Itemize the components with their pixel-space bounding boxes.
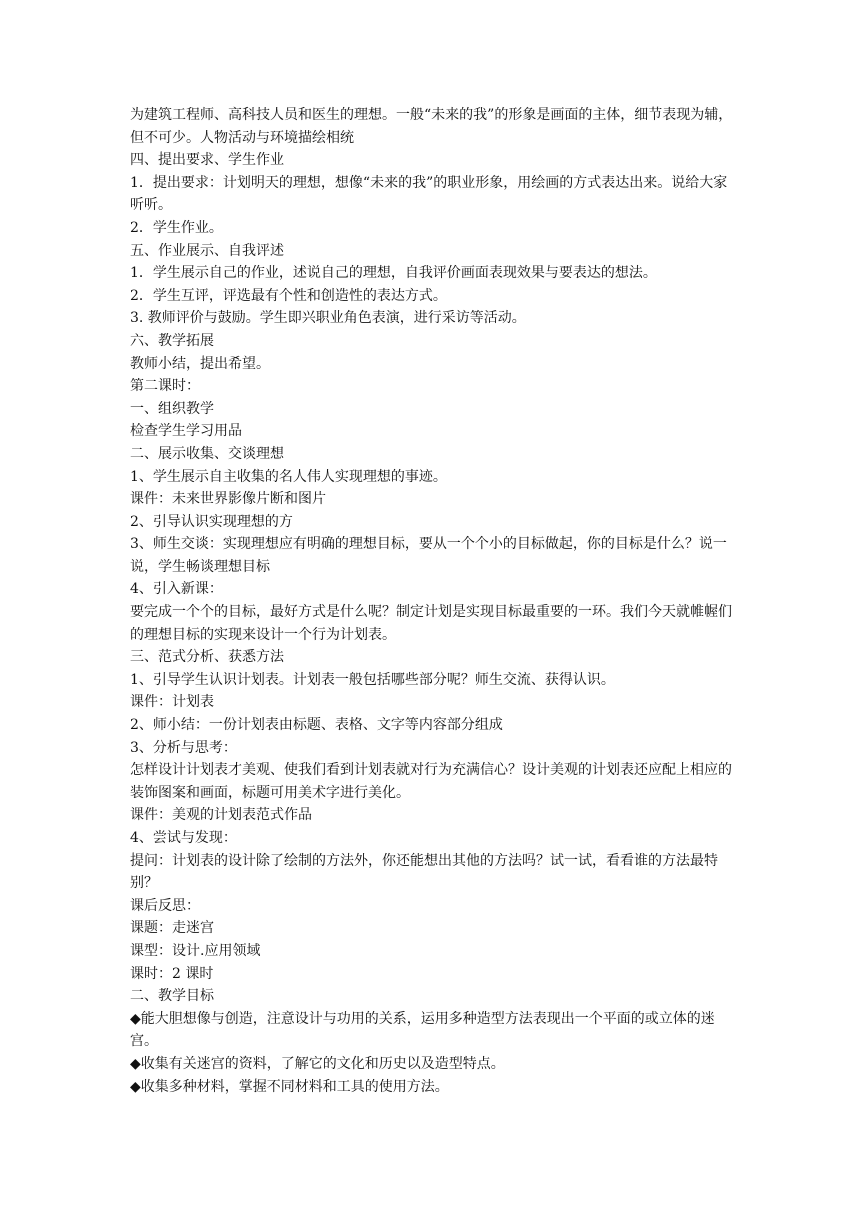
section-heading: 二、教学目标 xyxy=(130,988,214,1005)
section-heading: 四、提出要求、学生作业 xyxy=(130,152,284,169)
paragraph-line: 4、尝试与发现： xyxy=(130,830,237,846)
lesson-title: 课题：走迷宫 xyxy=(130,920,214,937)
section-heading: 三、范式分析、获悉方法 xyxy=(130,649,284,666)
paragraph-line: 2、引导认识实现理想的方 xyxy=(130,513,293,530)
paragraph-line: 3、师生交谈：实现理想应有明确的理想目标，要从一个个小的目标做起，你的目标是什么？说一说，学生畅谈理想目标 xyxy=(130,536,727,575)
paragraph-line: 3、分析与思考： xyxy=(130,739,237,756)
paragraph-line: 课后反思： xyxy=(130,897,200,914)
paragraph-line: 1、引导学生认识计划表。计划表一般包括哪些部分呢？师生交流、获得认识。 xyxy=(130,671,615,688)
section-heading: 五、作业展示、自我评述 xyxy=(130,242,284,259)
section-heading: 一、组织教学 xyxy=(130,400,214,417)
paragraph-line: 检查学生学习用品 xyxy=(130,423,242,440)
lesson-period-heading: 第二课时： xyxy=(130,378,200,395)
document-body xyxy=(130,104,738,1098)
paragraph-line: 课件：未来世界影像片断和图片 xyxy=(130,491,326,508)
paragraph-line: 要完成一个个的目标，最好方式是什么呢？制定计划是实现目标最重要的一环。我们今天就帷幄们的理想目标的实现来设计一个行为计划表。 xyxy=(130,604,732,643)
section-heading: 二、展示收集、交谈理想 xyxy=(130,445,284,462)
paragraph-line: 2、师小结：一份计划表由标题、表格、文字等内容部分组成 xyxy=(130,717,503,734)
section-heading: 六、教学拓展 xyxy=(130,332,214,349)
lesson-duration: 课时：2 课时 xyxy=(130,965,214,982)
lesson-type: 课型：设计.应用领域 xyxy=(130,942,261,959)
paragraph-line: 为建筑工程师、高科技人员和医生的理想。一般“未来的我”的形象是画面的主体，细节表现为辅，但不可少。人物活动与环境描绘相统 xyxy=(130,107,733,146)
objective-item: ◆能大胆想像与创造，注意设计与功用的关系，运用多种造型方法表现出一个平面的或立体的迷宫。 xyxy=(130,1010,715,1050)
objective-item: ◆收集多种材料，掌握不同材料和工具的使用方法。 xyxy=(130,1078,449,1095)
objective-item: ◆收集有关迷宫的资料，了解它的文化和历史以及造型特点。 xyxy=(130,1055,505,1072)
paragraph-line: 1．学生展示自己的作业，述说自己的理想，自我评价画面表现效果与要表达的想法。 xyxy=(130,265,657,282)
paragraph-line: 怎样设计计划表才美观、使我们看到计划表就对行为充满信心？设计美观的计划表还应配上相应的装饰图案和画面，标题可用美术字进行美化。 xyxy=(130,762,732,801)
paragraph-line: 2．学生作业。 xyxy=(130,219,223,236)
paragraph-line: 教师小结，提出希望。 xyxy=(130,355,270,372)
paragraph-line: 3. 教师评价与鼓励。学生即兴职业角色表演，进行采访等活动。 xyxy=(130,310,526,327)
paragraph-line: 1、学生展示自主收集的名人伟人实现理想的事迹。 xyxy=(130,468,447,485)
paragraph-line: 提问：计划表的设计除了绘制的方法外，你还能想出其他的方法吗？试一试，看看谁的方法最特别？ xyxy=(130,852,718,892)
paragraph-line: 课件：计划表 xyxy=(130,694,214,711)
paragraph-line: 1．提出要求：计划明天的理想，想像“未来的我”的职业形象，用绘画的方式表达出来。说给大家听听。 xyxy=(130,174,728,214)
paragraph-line: 4、引入新课： xyxy=(130,581,223,598)
paragraph-line: 2．学生互评，评选最有个性和创造性的表达方式。 xyxy=(130,287,447,304)
paragraph-line: 课件：美观的计划表范式作品 xyxy=(130,807,312,824)
